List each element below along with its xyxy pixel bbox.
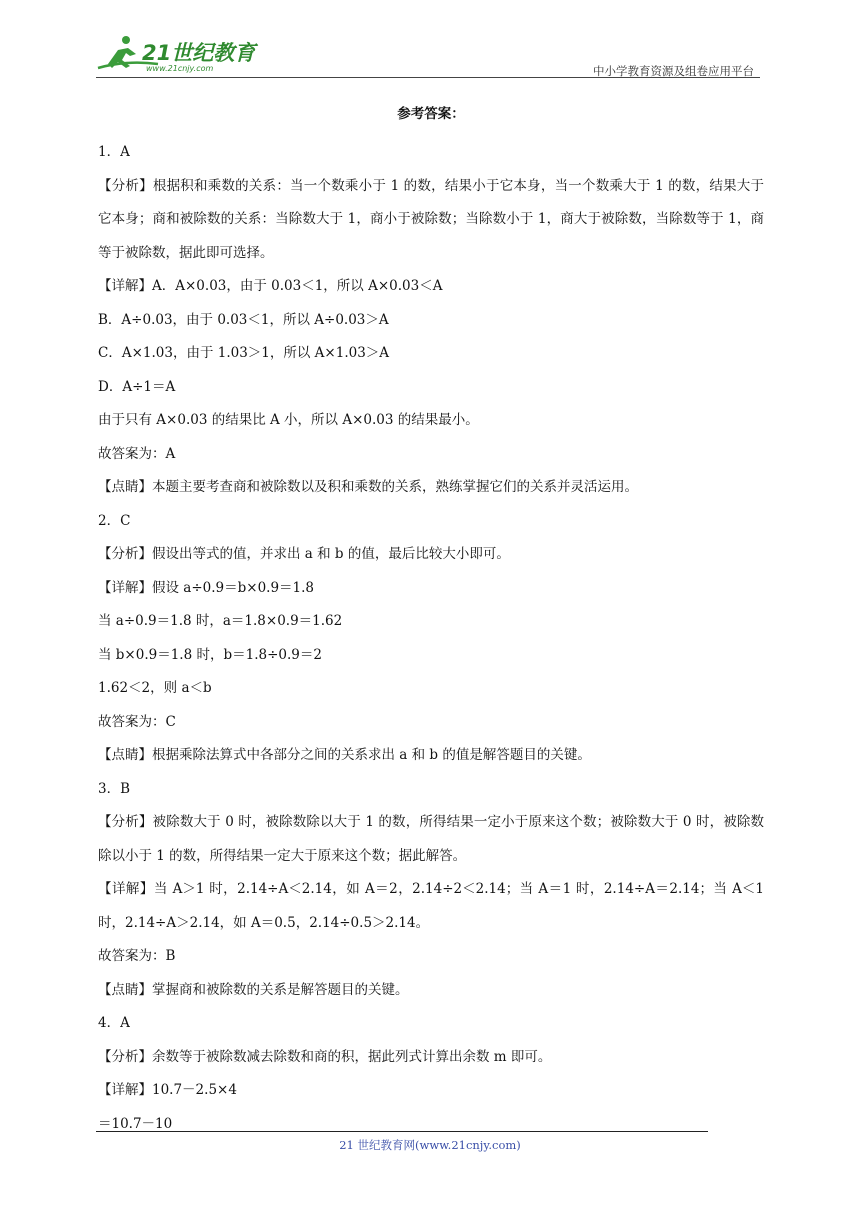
- footer-link[interactable]: 21 世纪教育网(www.21cnjy.com): [339, 1138, 521, 1152]
- detail-2b: 当 a÷0.9＝1.8 时，a＝1.8×0.9＝1.62: [98, 613, 343, 629]
- analysis-2: 【分析】假设出等式的值，并求出 a 和 b 的值，最后比较大小即可。: [98, 546, 510, 562]
- detail-4a: 【详解】10.7－2.5×4: [98, 1082, 237, 1098]
- detail-1b: B．A÷0.03，由于 0.03＜1，所以 A÷0.03＞A: [98, 311, 389, 328]
- answer-1: 1．A: [98, 144, 130, 160]
- detail-2d: 1.62＜2，则 a＜b: [98, 680, 212, 696]
- header-divider: [96, 77, 760, 78]
- detail-1c: C．A×1.03，由于 1.03＞1，所以 A×1.03＞A: [98, 345, 390, 361]
- footer-divider: [96, 1131, 708, 1132]
- logo-runner-icon: [96, 34, 266, 74]
- answer-3: 3．B: [98, 780, 131, 797]
- detail-1d: D．A÷1＝A: [98, 378, 176, 395]
- answer-2: 2．C: [98, 512, 131, 529]
- page-header: [96, 30, 760, 80]
- detail-4b: ＝10.7－10: [98, 1115, 173, 1132]
- analysis-3: 【分析】被除数大于 0 时，被除数除以大于 1 的数，所得结果一定小于原来这个数；被除数大于 0 时，被除数除以小于 1 的数，所得结果一定大于原来这个数；据此解答。: [98, 814, 764, 864]
- detail-2a: 【详解】假设 a÷0.9＝b×0.9＝1.8: [98, 579, 315, 596]
- logo-url: www.21cnjy.com: [146, 64, 214, 73]
- result-2: 故答案为：C: [98, 713, 176, 730]
- analysis-1: 【分析】根据积和乘数的关系：当一个数乘小于 1 的数，结果小于它本身，当一个数乘大于 1 的数，结果大于它本身；商和被除数的关系：当除数大于 1，商小于被除数；当除数小于 1，商大于被除数，当除数等于 1，商等于被除数，据此即可选择。: [98, 177, 764, 261]
- comment-2: 【点睛】根据乘除法算式中各部分之间的关系求出 a 和 b 的值是解答题目的关键。: [98, 747, 591, 763]
- comment-1: 【点睛】本题主要考查商和被除数以及积和乘数的关系，熟练掌握它们的关系并灵活运用。: [98, 479, 638, 495]
- analysis-4: 【分析】余数等于被除数减去除数和商的积，据此列式计算出余数 m 即可。: [98, 1048, 552, 1065]
- detail-1a: 【详解】A．A×0.03，由于 0.03＜1，所以 A×0.03＜A: [98, 278, 443, 294]
- answer-4: 4．A: [98, 1015, 130, 1031]
- logo-text: 21世纪教育: [142, 41, 256, 65]
- comment-3: 【点睛】掌握商和被除数的关系是解答题目的关键。: [98, 981, 409, 998]
- page-title: 参考答案：: [397, 106, 465, 122]
- detail-3: 【详解】当 A＞1 时，2.14÷A＜2.14，如 A＝2，2.14÷2＜2.14；当 A＝1 时，2.14÷A＝2.14；当 A＜1 时，2.14÷A＞2.14，如 A＝0.5，2.14÷0.5＞2.14。: [98, 881, 764, 931]
- answer-content: [98, 102, 764, 1141]
- result-1: 故答案为：A: [98, 445, 176, 462]
- detail-1e: 由于只有 A×0.03 的结果比 A 小，所以 A×0.03 的结果最小。: [98, 412, 479, 428]
- platform-name: 中小学教育资源及组卷应用平台: [593, 64, 754, 78]
- result-3: 故答案为：B: [98, 948, 176, 964]
- detail-2c: 当 b×0.9＝1.8 时，b＝1.8÷0.9＝2: [98, 646, 322, 663]
